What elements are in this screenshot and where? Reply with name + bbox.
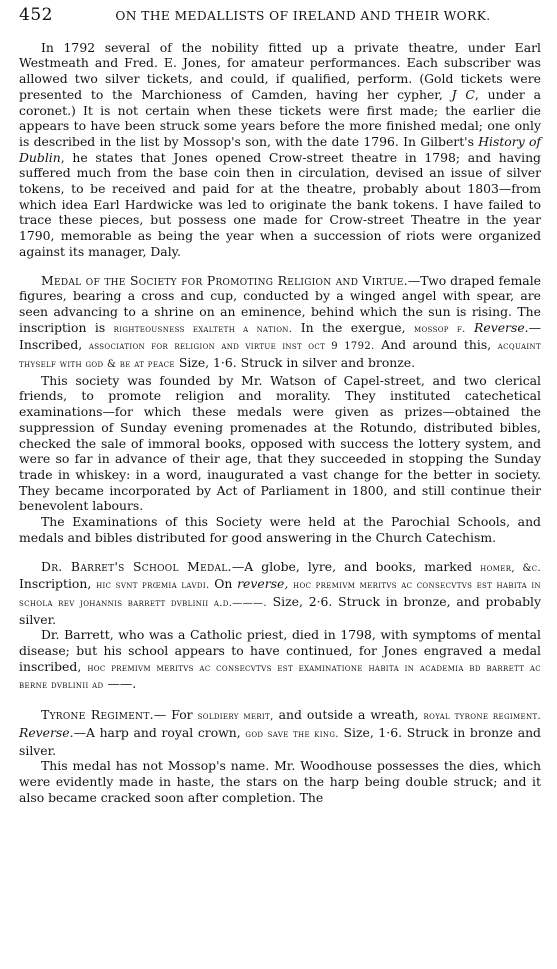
inscription-text-2: association for religion and virtue inst oct 9 1792. [88, 341, 375, 353]
virtue-description [19, 273, 541, 373]
barret-description [19, 559, 541, 628]
virtue-text-3: —Inscribed, [19, 319, 541, 353]
inscription-text: soldiery merit, [197, 711, 274, 723]
tyrone-text-5: Size, 1·6. Struck in bronze and silver. [19, 724, 541, 758]
virtue-examinations-paragraph: The Examinations of this Society were held at the Parochial Schools, and medals and bibles distributed for good answering in the Church Catechism. [19, 514, 541, 545]
reverse-label: Reverse. [474, 319, 529, 335]
barret-history-text-2: ——. [103, 676, 137, 692]
book-title: History of Dublin [19, 133, 541, 165]
intro-paragraph [19, 40, 541, 260]
barret-text-1: —A globe, lyre, and books, marked [231, 558, 481, 574]
tyrone-description [19, 707, 541, 758]
barret-text-2: Inscription, [19, 576, 97, 592]
inscription-text-2: hic svnt prœmia lavdi. [96, 580, 210, 592]
tyrone-history-paragraph: This medal has not Mossop's name. Mr. Woodhouse possesses the dies, which were evidently made in haste, the stars on the harp being double struck; and it also became cracked soon after completion. The [19, 758, 541, 805]
barret-history-text-1: Dr. Barrett, who was a Catholic priest, died in 1798, with symptoms of mental disease; but his school appears to have continued, for Jones engraved a medal inscribed, [19, 627, 541, 674]
inscription-text-3: hoc premivm meritvs ac consecvtvs est habita in schola rev johannis barrett dvblinii a.d.———. [19, 580, 541, 609]
section-title-barret: Dr. Barret's School Medal. [41, 558, 232, 574]
section-title-virtue: Medal of the Society for Promoting Religion and Virtue. [41, 272, 408, 288]
barret-history-paragraph [19, 627, 541, 694]
virtue-history-paragraph: This society was founded by Mr. Watson of Capel-street, and two clerical friends, to promote religion and morality. They instituted catechetical examinations—for which these medals were given as prizes—obtained the suppression of Sunday evening promenades at the Rotundo, distributed bibles, checked the sale of immoral books, opposed with success the lottery system, and were so far in advance of their age, that they succeeded in stopping the Sunday trade in whiskey: in a word, inaugurated a vast change for the better in society. They became incorporated by Act of Parliament in 1800, and still continue their benevolent labours. [19, 372, 541, 514]
inscription-text-2: royal tyrone regiment. [423, 711, 542, 723]
cypher-text: J C [451, 86, 475, 102]
tyrone-text-2: and outside a wreath, [273, 707, 424, 723]
barret-text-3: On [209, 576, 238, 592]
inscription-text-4: hoc premivm meritvs ac consecvtvs est examinatione habita in academia bd barrett ac berne dvblinii ad [19, 662, 542, 692]
running-head: ON THE MEDALLISTS OF IRELAND AND THEIR WORK. [115, 9, 491, 23]
exergue-text: mossop f. [413, 323, 466, 335]
page-header [19, 5, 541, 25]
tyrone-text-4: —A harp and royal crown, [73, 724, 246, 740]
section-virtue-medal [19, 273, 541, 546]
page-number: 452 [19, 5, 53, 25]
inscription-text: homer, &c. [480, 562, 541, 574]
inscription-text-3: acquaint thyself with god & be at peace [19, 341, 541, 371]
reverse-label: Reverse. [19, 724, 74, 740]
virtue-text-1: —Two draped female figures, bearing a cross and cup, conducted by a winged angel with spear, are seen advancing to a shrine on an eminence, behind which the sun is rising. The inscription is [19, 272, 541, 335]
inscription-text-3: god save the king. [245, 728, 339, 740]
virtue-text-2: In the exergue, [292, 319, 414, 335]
barret-text-5: Size, 2·6. Struck in bronze, and probably silver. [19, 593, 541, 627]
section-tyrone-regiment [19, 707, 541, 805]
reverse-label: reverse, [237, 576, 289, 592]
virtue-text-4: And around this, [374, 337, 498, 353]
intro-text-1: In 1792 several of the nobility fitted up a private theatre, under Earl Westmeath and Fred. E. Jones, for amateur performances. Each subscriber was allowed two silver tickets, and could, if qualified, perform. (Gold tickets were presented to the Marchioness of Camden, having her cypher, [19, 39, 541, 102]
inscription-text: righteousness exalteth a nation. [113, 323, 293, 335]
tyrone-text-1: — For [153, 707, 198, 723]
intro-text-2: , under a coronet.) It is not certain when these tickets were first made; the earlier die appears to have been struck some years before the more finished medal; one only is described in the list by Mossop's son, with the date 1796. In Gilbert's [19, 86, 541, 149]
section-barret-medal [19, 559, 541, 695]
virtue-text-5: Size, 1·6. Struck in silver and bronze. [174, 355, 416, 371]
intro-text-3: , he states that Jones opened Crow-street theatre in 1798; and having suffered much from the base coin then in circulation, devised an issue of silver tokens, to be received and paid for at the theatre, probably about 1803—from which idea Earl Hardwicke was led to originate the bank tokens. I have failed to trace these pieces, but possess one made for Crow-street Theatre in the year 1790, memorable as being the year when a succession of riots were organized against its manager, Daly. [19, 149, 541, 259]
section-title-tyrone: Tyrone Regiment. [41, 707, 154, 723]
